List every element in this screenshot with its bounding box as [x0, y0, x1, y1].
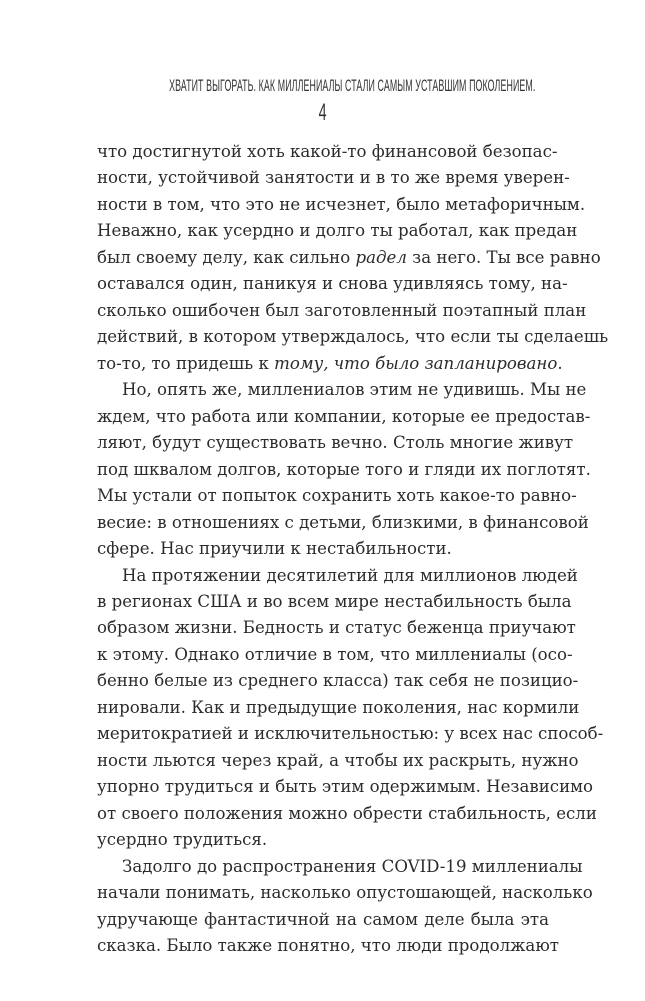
text-line: [97, 880, 593, 906]
text-segment: к этому. Однако отличие в том, что миллениалы (осо-: [97, 644, 573, 664]
text-line: [97, 271, 568, 297]
text-line: [97, 668, 579, 694]
text-segment: был своему делу, как сильно: [97, 247, 356, 267]
text-segment: что достигнутой хоть какой-то финансовой безопас-: [97, 142, 558, 161]
text-line: [97, 457, 591, 483]
text-segment: весие: в отношениях с детьми, близкими, в финансовой: [97, 512, 589, 532]
text-line: [97, 774, 594, 800]
text-segment: ности льются через край, а чтобы их раскрыть, нужно: [97, 750, 579, 770]
text-segment: за него. Ты все равно: [406, 247, 601, 267]
text-segment: усердно трудиться.: [97, 830, 268, 850]
text-line: [97, 748, 579, 774]
text-line: [97, 589, 572, 615]
text-segment: сфере. Нас приучили к нестабильности.: [97, 539, 452, 559]
running-title: ХВАТИТ ВЫГОРАТЬ. КАК МИЛЛЕНИАЛЫ СТАЛИ САМЫМ УСТАВШИМ ПОКОЛЕНИЕМ.: [169, 76, 536, 95]
text-segment: упорно трудиться и быть этим одержимым. Независимо: [97, 777, 594, 797]
text-line: [97, 245, 601, 271]
text-line: [97, 324, 609, 350]
running-head: [0, 76, 645, 96]
text-segment: .: [557, 353, 563, 373]
text-line: [97, 377, 587, 403]
italic-text: тому, что было запланировано: [274, 353, 558, 373]
text-line: [97, 430, 574, 456]
text-segment: Но, опять же, миллениалов этим не удивишь. Мы не: [122, 380, 587, 400]
text-line: [97, 695, 580, 721]
text-segment: действий, в котором утверждалось, что если ты сделаешь: [97, 327, 609, 347]
text-line: [97, 218, 578, 244]
text-line: [97, 165, 570, 191]
paragraph: [97, 139, 609, 377]
text-line: [97, 536, 549, 562]
text-segment: меритократией и исключительностью: у всех нас способ-: [97, 724, 604, 744]
text-segment: Неважно, как усердно и долго ты работал, как предан: [97, 221, 578, 241]
italic-text: радел: [355, 247, 407, 267]
text-segment: ности в том, что это не исчезнет, было метафоричным.: [97, 194, 586, 214]
text-segment: удручающе фантастичной на самом деле была эта: [97, 909, 549, 929]
text-segment: оставался один, паникуя и снова удивляясь тому, на-: [97, 274, 568, 294]
text-line: [97, 139, 558, 165]
text-segment: бенно белые из среднего класса) так себя не позицио-: [97, 671, 579, 691]
text-line: [97, 192, 586, 218]
text-line: [97, 721, 604, 747]
text-segment: На протяжении десятилетий для миллионов людей: [122, 565, 578, 585]
text-line: [97, 801, 597, 827]
text-line: [97, 854, 583, 880]
text-segment: Задолго до распространения COVID-19 миллениалы: [122, 856, 583, 876]
paragraph: [97, 854, 593, 960]
text-segment: образом жизни. Бедность и статус беженца приучают: [97, 618, 576, 638]
text-line: [97, 933, 559, 959]
text-segment: ности, устойчивой занятости и в то же время уверен-: [97, 168, 570, 188]
page-number-wrap: [0, 99, 645, 127]
text-segment: сколько ошибочен был заготовленный поэтапный план: [97, 300, 587, 320]
paragraph: [97, 377, 591, 562]
text-segment: то-то, то придешь к: [97, 353, 275, 373]
text-line: [97, 642, 573, 668]
text-segment: ждем, что работа или компании, которые ее предостав-: [97, 406, 591, 426]
text-segment: под шквалом долгов, которые того и гляди их поглотят.: [97, 459, 591, 479]
text-line: [97, 827, 549, 853]
text-line: [97, 510, 589, 536]
text-segment: Мы устали от попыток сохранить хоть какое-то равно-: [97, 486, 577, 506]
text-line: [97, 351, 563, 377]
text-segment: в регионах США и во всем мире нестабильность была: [97, 591, 572, 611]
text-line: [97, 483, 577, 509]
body-text: [97, 139, 609, 960]
paragraph: [97, 563, 604, 854]
text-line: [97, 615, 576, 641]
text-line: [97, 298, 587, 324]
text-line: [97, 907, 549, 933]
text-segment: сказка. Было также понятно, что люди продолжают: [97, 936, 559, 956]
text-segment: нировали. Как и предыдущие поколения, нас кормили: [97, 697, 580, 717]
text-segment: начали понимать, насколько опустошающей, насколько: [97, 883, 593, 903]
text-line: [97, 563, 578, 589]
text-segment: от своего положения можно обрести стабильность, если: [97, 803, 597, 823]
text-line: [97, 404, 591, 430]
text-segment: ляют, будут существовать вечно. Столь многие живут: [97, 433, 574, 453]
page-number: 4: [318, 99, 327, 126]
